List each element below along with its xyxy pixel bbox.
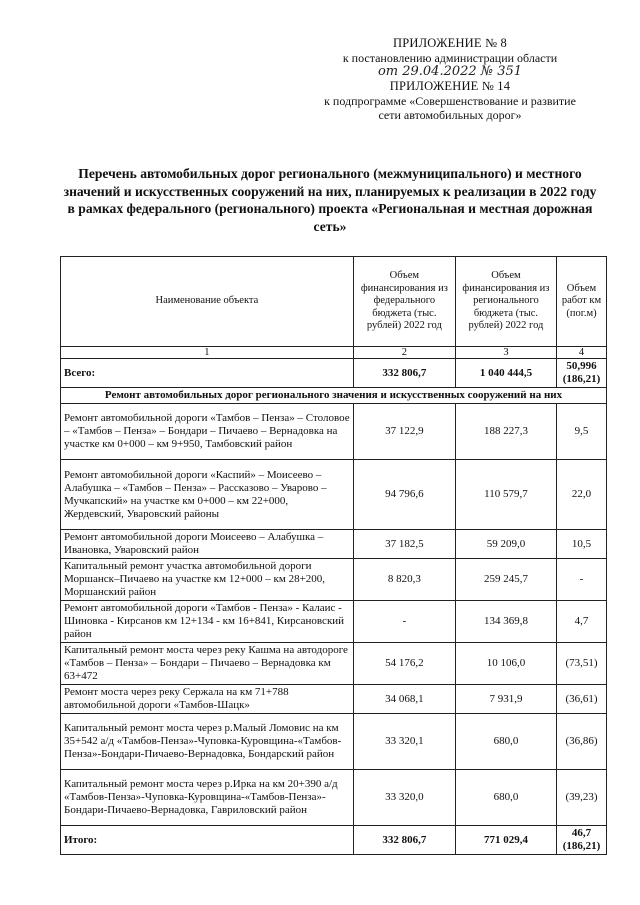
regional-amount: 10 106,0 [455,643,556,685]
table-row [61,714,607,770]
table-row [61,404,607,460]
table-row [61,530,607,559]
column-number: 2 [353,347,455,359]
object-name: Ремонт автомобильной дороги Моисеево – Алабушка – Ивановка, Уваровский район [61,530,354,559]
total-regional: 1 040 444,5 [455,359,556,388]
roads-table [60,256,607,855]
object-name: Капитальный ремонт участка автомобильной дороги Моршанск–Пичаево на участке км 12+000 – км 28+200, Моршанский район [61,559,354,601]
table-row [61,770,607,826]
document-title: Перечень автомобильных дорог регионального (межмуниципального) и местного значений и искусственных сооружений на них, планируемых к реализации в 2022 году в рамках федерального (регионального) проекта «Региональная и местная дорожная сеть» [63,166,597,234]
work-volume: 10,5 [556,530,606,559]
approval-header [300,36,600,123]
federal-amount: 34 068,1 [353,685,455,714]
regional-amount: 680,0 [455,770,556,826]
column-header-federal: Объем финансирования из федерального бюджета (тыс. рублей) 2022 год [353,257,455,347]
itogo-federal: 332 806,7 [353,826,455,855]
object-name: Ремонт автомобильной дороги «Тамбов - Пенза» - Калаис - Шиновка - Кирсанов км 12+134 - км 16+841, Кирсановский район [61,601,354,643]
work-volume: (73,51) [556,643,606,685]
object-name: Ремонт автомобильной дороги «Каспий» – Моисеево – Алабушка – «Тамбов – Пенза» – Рассказово – Уварово –Мучкапский» на участке км 0+000 – км 22+000, Жердевский, Уваровский районы [61,460,354,530]
federal-amount: 54 176,2 [353,643,455,685]
work-volume: 4,7 [556,601,606,643]
regional-amount: 259 245,7 [455,559,556,601]
column-header-regional: Объем финансирования из регионального бюджета (тыс. рублей) 2022 год [455,257,556,347]
itogo-volume: 46,7 (186,21) [556,826,606,855]
table-row [61,601,607,643]
regional-amount: 680,0 [455,714,556,770]
object-name: Ремонт автомобильной дороги «Тамбов – Пенза» – Столовое – «Тамбов – Пенза» – Бондари – Пичаево – Вернадовка на участке км 0+000 – км 9+950, Тамбовский район [61,404,354,460]
total-label: Всего: [61,359,354,388]
object-name: Ремонт моста через реку Сержала на км 71+788 автомобильной дороги «Тамбов-Шацк» [61,685,354,714]
table-row [61,559,607,601]
object-name: Капитальный ремонт моста через реку Кашма на автодороге «Тамбов – Пенза» – Бондари – Пичаево – Вернадовка км 63+472 [61,643,354,685]
regional-amount: 188 227,3 [455,404,556,460]
column-number: 1 [61,347,354,359]
federal-amount: 33 320,0 [353,770,455,826]
column-number: 4 [556,347,606,359]
subprogram-reference: к подпрограмме «Совершенствование и развитие [324,93,576,108]
work-volume: 9,5 [556,404,606,460]
column-header-volume: Объем работ км (пог.м) [556,257,606,347]
section-title: Ремонт автомобильных дорог регионального значения и искусственных сооружений на них [61,388,607,404]
federal-amount: - [353,601,455,643]
section-row [61,388,607,404]
regional-amount: 134 369,8 [455,601,556,643]
federal-amount: 33 320,1 [353,714,455,770]
subprogram-reference-cont: сети автомобильных дорог» [378,108,522,122]
total-federal: 332 806,7 [353,359,455,388]
federal-amount: 94 796,6 [353,460,455,530]
regional-amount: 7 931,9 [455,685,556,714]
federal-amount: 37 122,9 [353,404,455,460]
decree-date-number: от 29.04.2022 № 351 [377,64,523,79]
federal-amount: 8 820,3 [353,559,455,601]
work-volume: - [556,559,606,601]
object-name: Капитальный ремонт моста через р.Малый Ломовис на км 35+542 а/д «Тамбов-Пенза»-Чуповка-Куровщина-«Тамбов-Пенза»-Бондари-Пичаево-Вернадовка, Бондарский район [61,714,354,770]
total-volume: 50,996 (186,21) [556,359,606,388]
total-row [61,359,607,388]
work-volume: 22,0 [556,460,606,530]
regional-amount: 110 579,7 [455,460,556,530]
column-header-name: Наименование объекта [61,257,354,347]
appendix-14-label: ПРИЛОЖЕНИЕ № 14 [389,79,511,93]
table-row [61,643,607,685]
work-volume: (36,86) [556,714,606,770]
appendix-8-label: ПРИЛОЖЕНИЕ № 8 [393,36,507,50]
itogo-label: Итого: [61,826,354,855]
table-row [61,685,607,714]
itogo-regional: 771 029,4 [455,826,556,855]
itogo-row [61,826,607,855]
work-volume: (39,23) [556,770,606,826]
table-row [61,460,607,530]
federal-amount: 37 182,5 [353,530,455,559]
regional-amount: 59 209,0 [455,530,556,559]
decree-reference: к постановлению администрации области [342,50,558,65]
work-volume: (36,61) [556,685,606,714]
object-name: Капитальный ремонт моста через р.Ирка на км 20+390 а/д «Тамбов-Пенза»-Чуповка-Куровщина-«Тамбов-Пенза»-Бондари-Пичаево-Вернадовка, Гавриловский район [61,770,354,826]
column-numbers-row [61,347,607,359]
column-number: 3 [455,347,556,359]
